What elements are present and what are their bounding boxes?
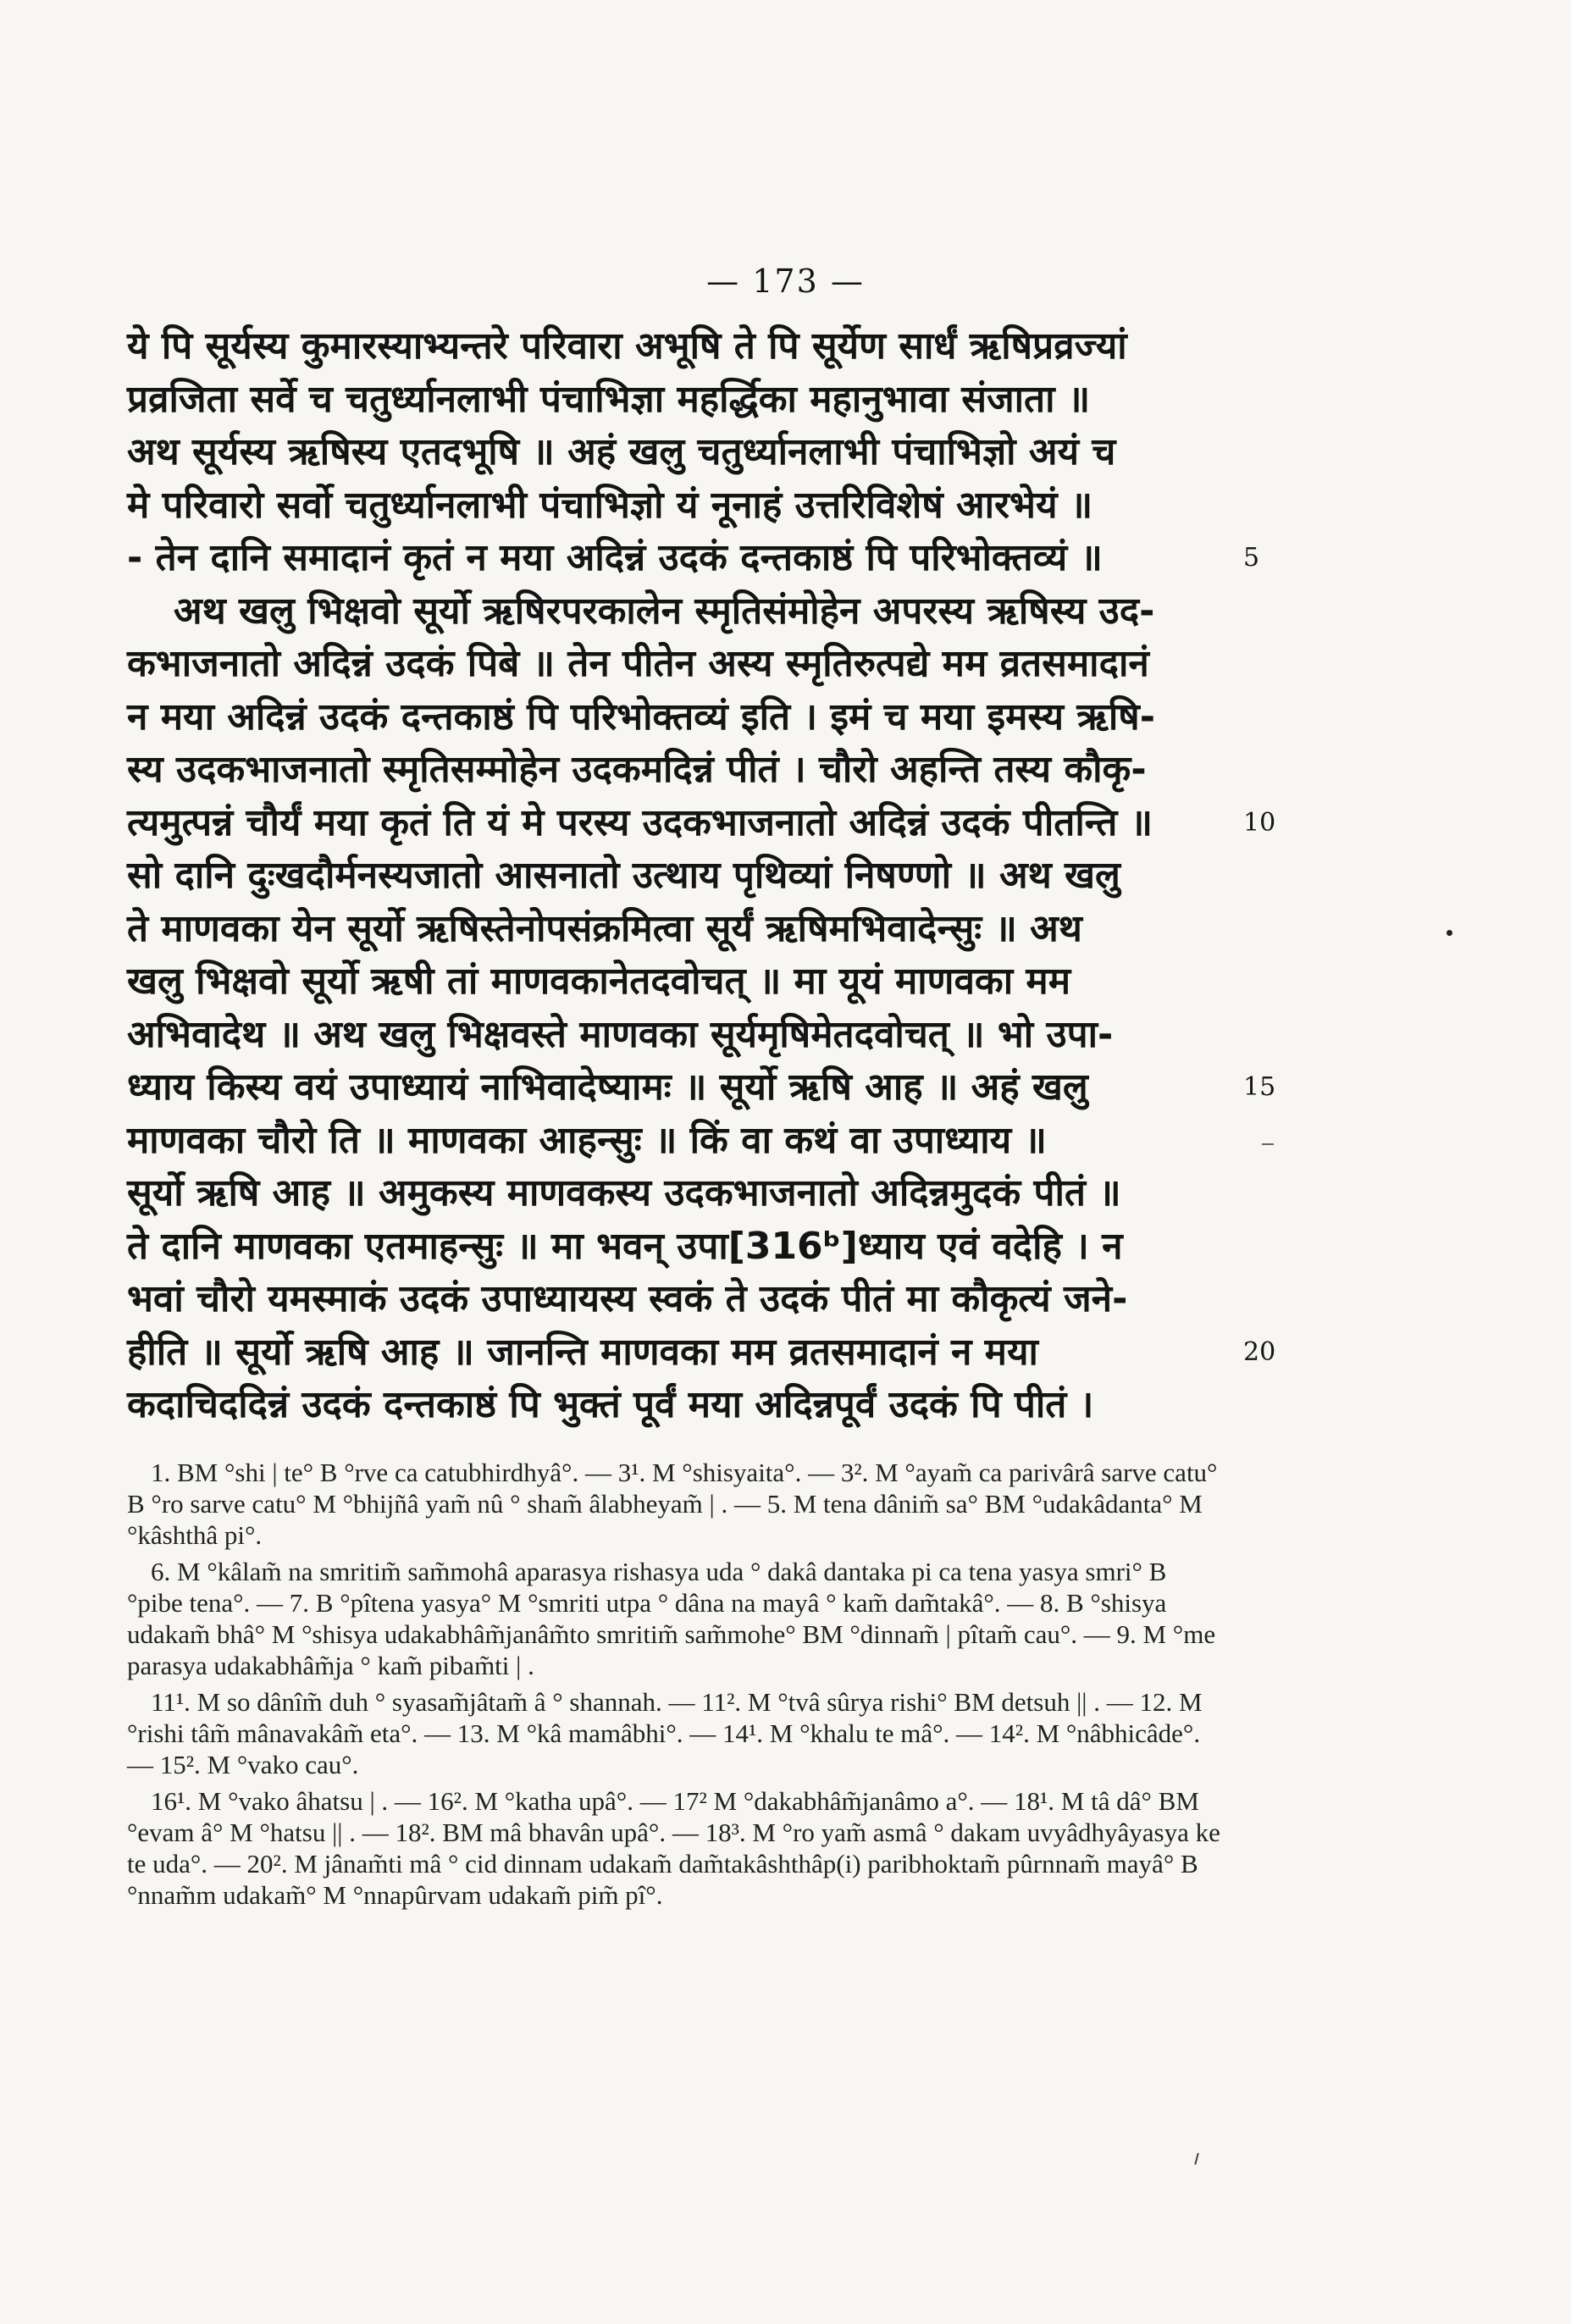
line-text: ध्याय किस्य वयं उपाध्यायं नाभिवादेष्यामः ॥ सूर्यो ऋषि आह ॥ अहं खलु bbox=[127, 1065, 1088, 1109]
text-line bbox=[127, 479, 1228, 533]
line-number: 20 bbox=[1243, 1336, 1276, 1367]
stray-dot-mark bbox=[1447, 930, 1452, 936]
line-text: अथ खलु भिक्षवो सूर्यो ऋषिरपरकालेन स्मृतिसंमोहेन अपरस्य ऋषिस्य उद- bbox=[174, 589, 1155, 633]
text-line bbox=[127, 1061, 1276, 1115]
line-text: सूर्यो ऋषि आह ॥ अमुकस्य माणवकस्य उदकभाजनातो अदिन्नमुदकं पीतं ॥ bbox=[127, 1171, 1121, 1215]
text-line bbox=[127, 903, 1228, 956]
text-line bbox=[127, 532, 1260, 585]
line-text: त्यमुत्पन्नं चौर्यं मया कृतं ति यं मे परस्य उदकभाजनातो अदिन्नं उदकं पीतन्ति ॥ bbox=[127, 800, 1153, 844]
line-text: अथ सूर्यस्य ऋषिस्य एतदभूषि ॥ अहं खलु चतुर्ध्यानलाभी पंचाभिज्ञो अयं च bbox=[127, 430, 1116, 473]
text-line bbox=[127, 849, 1228, 903]
text-line bbox=[127, 638, 1228, 691]
line-text: अभिवादेथ ॥ अथ खलु भिक्षवस्ते माणवका सूर्यमृषिमेतदवोचत् ॥ भो उपा- bbox=[127, 1012, 1114, 1056]
line-text: न मया अदिन्नं उदकं दन्तकाष्ठं पि परिभोक्तव्यं इति । इमं च मया इमस्य ऋषि- bbox=[127, 694, 1155, 739]
line-number: 10 bbox=[1243, 807, 1276, 838]
text-line bbox=[127, 744, 1228, 797]
line-text: माणवका चौरो ति ॥ माणवका आहन्सुः ॥ किं वा कथं वा उपाध्याय ॥ bbox=[127, 1118, 1047, 1162]
text-line bbox=[127, 1167, 1228, 1220]
line-text: मे परिवारो सर्वो चतुर्ध्यानलाभी पंचाभिज्ञो यं नूनाहं उत्तरिविशेषं आरभेयं ॥ bbox=[127, 483, 1093, 527]
line-text: - तेन दानि समादानं कृतं न मया अदिन्नं उदकं दन्तकाष्ठं पि परिभोक्तव्यं ॥ bbox=[127, 536, 1103, 579]
text-line bbox=[127, 691, 1228, 744]
text-line bbox=[127, 1115, 1228, 1168]
stray-dash-mark bbox=[1262, 1143, 1274, 1145]
line-text: ये पि सूर्यस्य कुमारस्याभ्यन्तरे परिवारा अभूषि ते पि सूर्येण सार्धं ऋषिप्रव्रज्यां bbox=[127, 324, 1127, 368]
text-line bbox=[127, 374, 1228, 427]
text-line bbox=[127, 797, 1276, 850]
line-text: भवां चौरो यमस्माकं उदकं उपाध्यायस्य स्वकं ते उदकं पीतं मा कौकृत्यं जने- bbox=[127, 1277, 1128, 1320]
text-line bbox=[127, 585, 1228, 639]
text-line bbox=[127, 1326, 1276, 1380]
line-text: स्य उदकभाजनातो स्मृतिसम्मोहेन उदकमदिन्नं पीतं । चौरो अहन्ति तस्य कौकृ- bbox=[127, 748, 1147, 791]
line-text: कदाचिददिन्नं उदकं दन्तकाष्ठं पि भुक्तं पूर्वं मया अदिन्नपूर्वं उदकं पि पीतं । bbox=[127, 1383, 1094, 1426]
line-text: ते माणवका येन सूर्यो ऋषिस्तेनोपसंक्रमित्वा सूर्यं ऋषिमभिवादेन्सुः ॥ अथ bbox=[127, 906, 1082, 950]
text-line bbox=[127, 1379, 1228, 1432]
text-line bbox=[127, 1273, 1228, 1326]
line-text: सो दानि दुःखदौर्मनस्यजातो आसनातो उत्थाय पृथिव्यां निषण्णो ॥ अथ खलु bbox=[127, 854, 1120, 897]
text-line bbox=[127, 1220, 1228, 1274]
text-line bbox=[127, 955, 1228, 1009]
line-text: कभाजनातो अदिन्नं उदकं पिबे ॥ तेन पीतेन अस्य स्मृतिरुत्पद्ये मम व्रतसमादानं bbox=[127, 642, 1149, 685]
line-number: 15 bbox=[1243, 1072, 1276, 1102]
text-line bbox=[127, 1009, 1228, 1062]
footnotes-block bbox=[127, 1457, 1228, 1916]
line-number: 5 bbox=[1243, 543, 1260, 573]
text-line bbox=[127, 426, 1228, 479]
footnote: 16¹. M °vako âhatsu | . — 16². M °katha upâ°. — 17² M °dakabhâm̃janâmo a°. — 18¹. M tâ dâ° BM °evam â° M °hatsu || . — 18². BM mâ bhavân upâ°. — 18³. M °ro yam̃ asmâ ° dakam uvyâdhyâyasya ke te uda°. — 20². M jânam̃ti mâ ° cid dinnam udakam̃ dam̃takâshthâp(i) paribhoktam̃ pûrnnam̃ mayâ° B °nnam̃m udakam̃° M °nnapûrvam udakam̃ pim̃ pî°. bbox=[127, 1786, 1220, 1910]
sanskrit-text-block bbox=[127, 320, 1276, 1432]
line-text: ते दानि माणवका एतमाहन्सुः ॥ मा भवन् उपा[316ᵇ]ध्याय एवं वदेहि । न bbox=[127, 1224, 1123, 1268]
text-line bbox=[127, 320, 1228, 374]
stray-tick-mark bbox=[1194, 2153, 1199, 2165]
footnote: 1. BM °shi | te° B °rve ca catubhirdhyâ°. — 3¹. M °shisyaita°. — 3². M °ayam̃ ca parivârâ sarve catu° B °ro sarve catu° M °bhijñâ yam̃ nû ° sham̃ âlabheyam̃ | . — 5. M tena dânim̃ sa° BM °udakâdanta° M °kâshthâ pi°. bbox=[127, 1458, 1218, 1550]
page-number: — 173 — bbox=[706, 263, 865, 300]
footnote: 11¹. M so dânîm̃ duh ° syasam̃jâtam̃ â ° shannah. — 11². M °tvâ sûrya rishi° BM detsuh || . — 12. M °rishi tâm̃ mânavakâm̃ eta°. — 13. M °kâ mamâbhi°. — 14¹. M °khalu te mâ°. — 14². M °nâbhicâde°. — 15². M °vako cau°. bbox=[127, 1687, 1203, 1779]
line-text: हीति ॥ सूर्यो ऋषि आह ॥ जानन्ति माणवका मम व्रतसमादानं न मया bbox=[127, 1330, 1038, 1374]
line-text: प्रव्रजिता सर्वे च चतुर्ध्यानलाभी पंचाभिज्ञा महर्द्धिका महानुभावा संजाता ॥ bbox=[127, 377, 1091, 421]
footnote: 6. M °kâlam̃ na smritim̃ sam̃mohâ aparasya rishasya uda ° dakâ dantaka pi ca tena yasya smri° B °pibe tena°. — 7. B °pîtena yasya° M °smriti utpa ° dâna na mayâ ° kam̃ dam̃takâ°. — 8. B °shisya udakam̃ bhâ° M °shisya udakabhâm̃janâm̃to smritim̃ sam̃mohe° BM °dinnam̃ | pîtam̃ cau°. — 9. M °me parasya udakabhâm̃ja ° kam̃ pibam̃ti | . bbox=[127, 1557, 1216, 1680]
line-text: खलु भिक्षवो सूर्यो ऋषी तां माणवकानेतदवोचत् ॥ मा यूयं माणवका मम bbox=[127, 960, 1071, 1003]
